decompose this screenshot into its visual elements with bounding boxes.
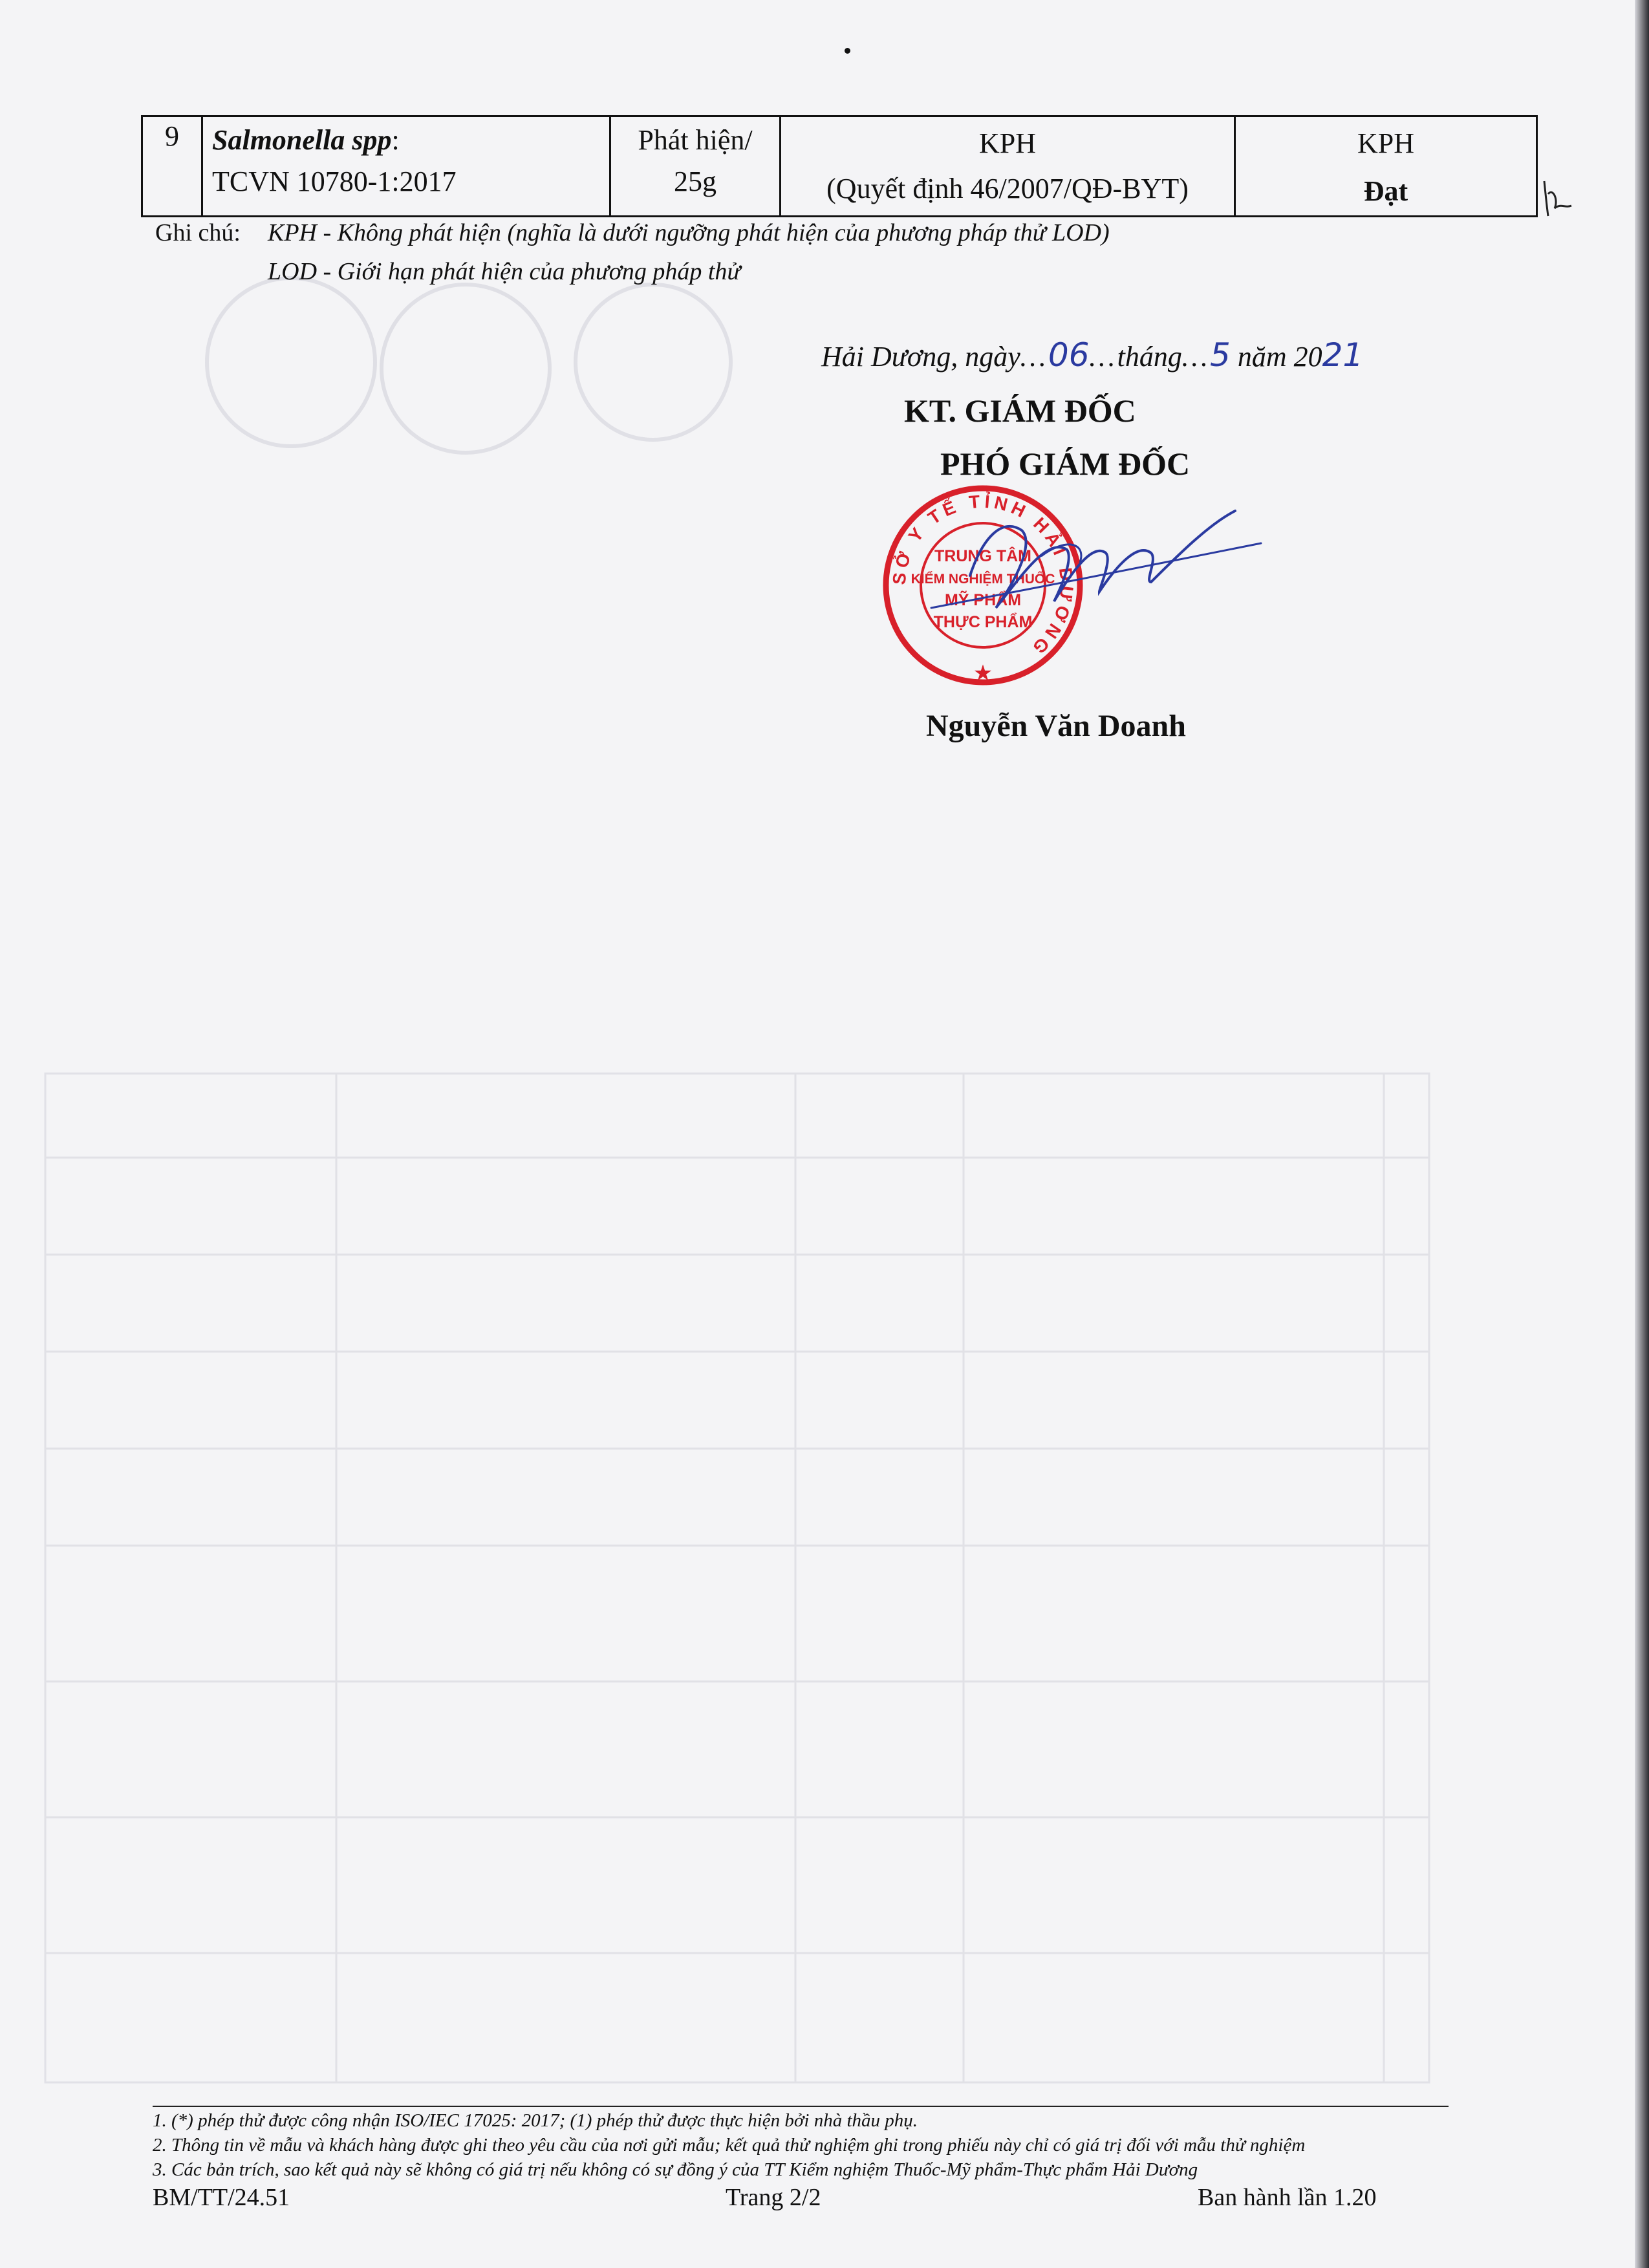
notes-label: Ghi chú:: [155, 219, 241, 246]
director-title: KT. GIÁM ĐỐC: [904, 393, 1136, 429]
date-month: 5: [1210, 336, 1231, 374]
limit-cell: [781, 116, 1235, 217]
unit-line-2: 25g: [674, 166, 717, 197]
result-conclusion: Đạt: [1363, 175, 1408, 207]
limit-reference: (Quyết định 46/2007/QĐ-BYT): [826, 173, 1189, 204]
limit-value: KPH: [978, 127, 1037, 159]
results-table: [141, 115, 1538, 217]
page-edge-shadow: [1635, 0, 1649, 2268]
footer-note-1: 1. (*) phép thử được công nhận ISO/IEC 17025: 2017; (1) phép thử được thực hiện bởi nhà thầu phụ.: [153, 2110, 918, 2131]
stamp-line-2: KIỂM NGHIỆM THUỐC: [911, 572, 1055, 587]
signature-scribble: [873, 498, 1300, 640]
footer-note-2: 2. Thông tin về mẫu và khách hàng được ghi theo yêu cầu của nơi gửi mẫu; kết quả thử nghiệm ghi trong phiếu này chỉ có giá trị đối với mẫu thử nghiệm: [153, 2135, 1306, 2155]
form-code: BM/TT/24.51: [153, 2184, 290, 2211]
speck-mark: [845, 48, 850, 54]
footer-rule: [153, 2106, 1449, 2107]
stamp-line-1: TRUNG TÂM: [934, 547, 1031, 565]
test-cell: [202, 116, 610, 217]
test-method: TCVN 10780-1:2017: [212, 166, 457, 197]
signer-name: Nguyễn Văn Doanh: [926, 709, 1186, 743]
deputy-director-title: PHÓ GIÁM ĐỐC: [940, 446, 1191, 482]
date-year-label: năm 20: [1237, 341, 1322, 373]
stamp-line-3: MỸ PHẨM: [944, 591, 1022, 609]
stamp-star-icon: ★: [973, 661, 993, 686]
footer-note-3: 3. Các bản trích, sao kết quả này sẽ không có giá trị nếu không có sự đồng ý của TT Kiểm nghiệm Thuốc-Mỹ phẩm-Thực phẩm Hải Dương: [153, 2159, 1198, 2180]
result-cell: [1235, 116, 1537, 217]
date-day: 06: [1048, 336, 1090, 374]
handwritten-initials: [1539, 175, 1575, 220]
unit-line-1: Phát hiện/: [638, 124, 753, 156]
stamp-outer-text: SỞ Y TẾ TỈNH HẢI DƯƠNG: [889, 491, 1077, 661]
test-name-colon: :: [391, 124, 400, 156]
notes-section: [155, 213, 1110, 291]
result-value: KPH: [1357, 127, 1415, 159]
row-number: 9: [142, 116, 202, 217]
table-row: [142, 116, 1537, 217]
date-block: [821, 336, 1468, 374]
edition-label: Ban hành lần 1.20: [1198, 2184, 1377, 2211]
page-number: Trang 2/2: [726, 2184, 821, 2211]
test-name-line: [212, 120, 600, 161]
test-name: Salmonella spp: [212, 124, 392, 156]
date-year: 21: [1322, 336, 1364, 374]
stamp-line-4: THỰC PHẨM: [933, 613, 1033, 631]
date-line: Hải Dương, ngày…06…tháng…5 năm 2021: [821, 336, 1364, 374]
footer-notes: [153, 2108, 1305, 2182]
date-place: Hải Dương, ngày: [821, 341, 1020, 373]
note-kph: KPH - Không phát hiện (nghĩa là dưới ngưỡng phát hiện của phương pháp thử LOD): [268, 219, 1110, 246]
date-month-label: tháng: [1117, 341, 1182, 373]
unit-cell: [610, 116, 781, 217]
note-lod: LOD - Giới hạn phát hiện của phương pháp thử: [268, 258, 741, 285]
